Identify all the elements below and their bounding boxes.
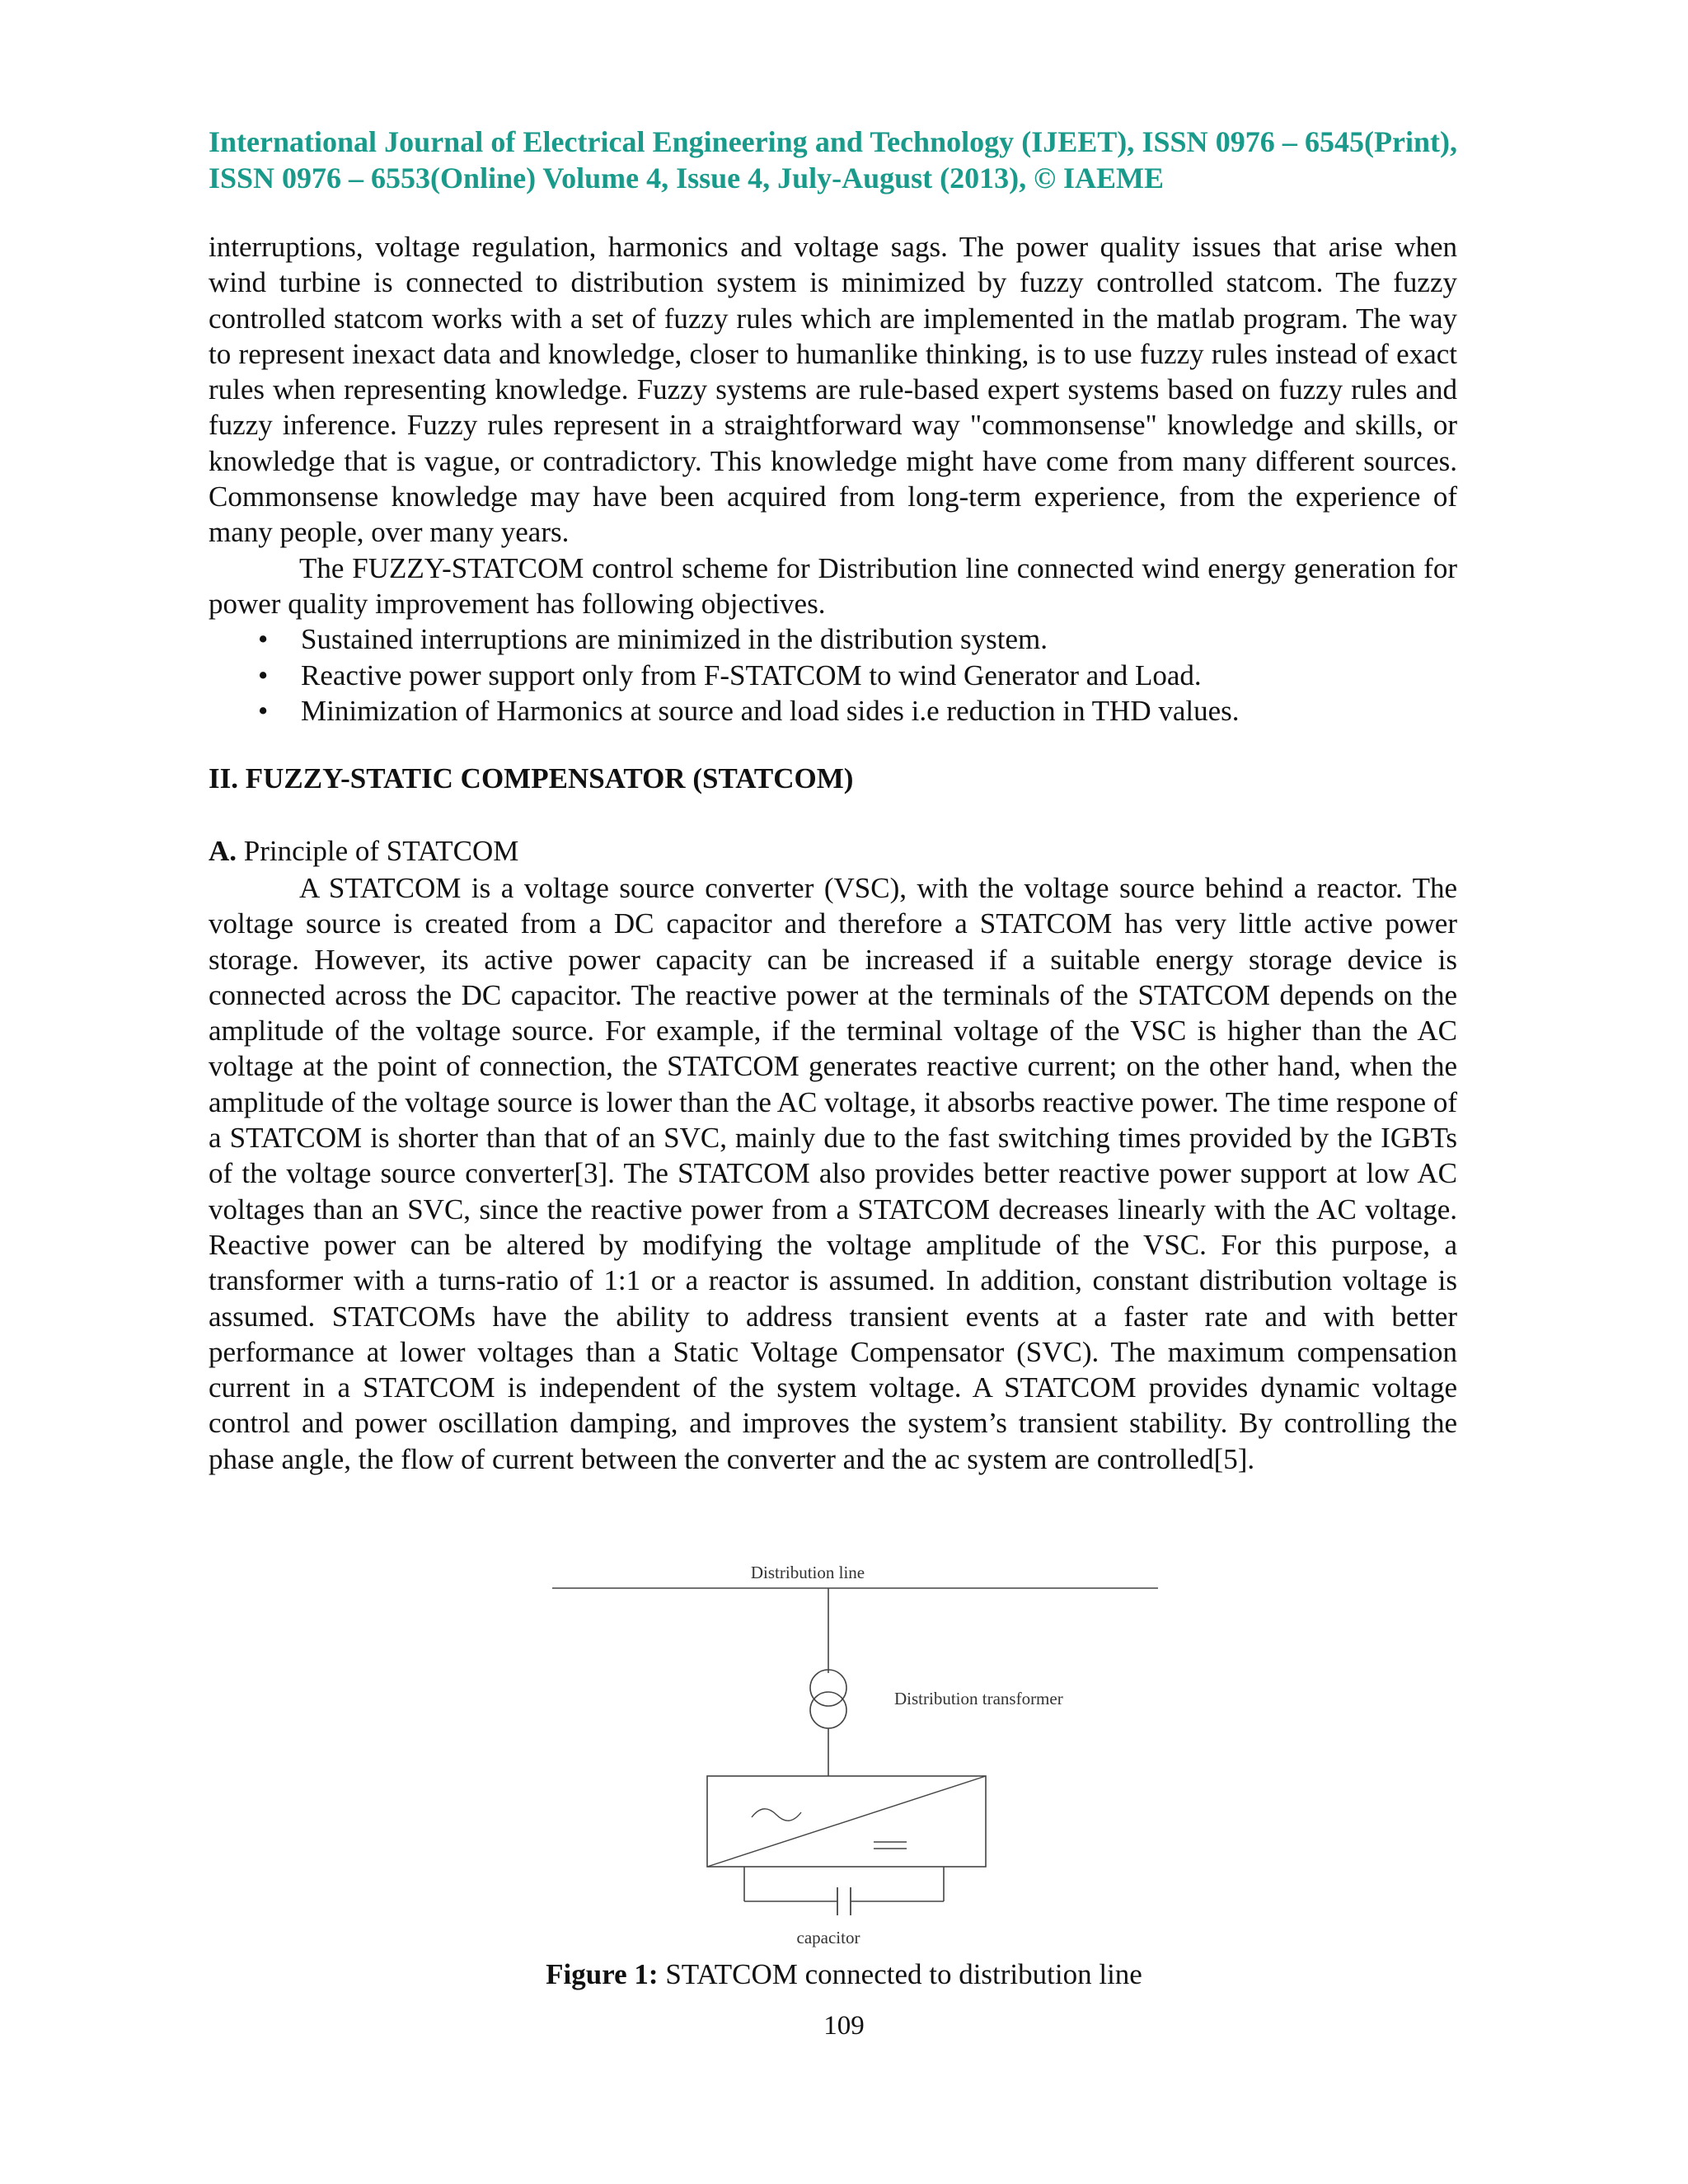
bullet-icon: •	[258, 658, 269, 691]
intro-paragraph-2: The FUZZY-STATCOM control scheme for Distribution line connected wind energy generation for power quality improvement has following objectives.	[209, 551, 1457, 620]
list-item	[209, 693, 1457, 729]
intro-block	[209, 229, 1457, 729]
converter-diagonal	[707, 1776, 986, 1867]
capacitor-label: capacitor	[796, 1928, 860, 1947]
journal-header: International Journal of Electrical Engineering and Technology (IJEET), ISSN 0976 – 6545(Print), ISSN 0976 – 6553(Online) Volume 4, Issue 4, July-August (2013), © IAEME	[209, 125, 1457, 194]
figure-statcom-diagram	[544, 1558, 1170, 1953]
caption-text: STATCOM connected to distribution line	[658, 1958, 1142, 1990]
page-number: 109	[823, 2011, 865, 2041]
bullet-icon: •	[258, 694, 269, 727]
section-heading: II. FUZZY-STATIC COMPENSATOR (STATCOM)	[209, 762, 854, 794]
subsection-title: Principle of STATCOM	[237, 835, 519, 867]
list-item-text: Minimization of Harmonics at source and load sides i.e reduction in THD values.	[301, 694, 1240, 727]
transformer-coil-lower-icon	[810, 1692, 846, 1728]
statcom-paragraph: A STATCOM is a voltage source converter (VSC), with the voltage source behind a reactor. The voltage source is created from a DC capacitor and therefore a STATCOM has very little active power storage. However, its active power capacity can be increased if a suitable energy storage device is connected across the DC capacitor. The reactive power at the terminals of the STATCOM depends on the amplitude of the voltage source. For example, if the terminal voltage of the VSC is higher than the AC voltage at the point of connection, the STATCOM generates reactive current; on the other hand, when the amplitude of the voltage source is lower than the AC voltage, it absorbs reactive power. The time respone of a STATCOM is shorter than that of an SVC, mainly due to the fast switching times provided by the IGBTs of the voltage source converter[3]. The STATCOM also provides better reactive power support at low AC voltages than an SVC, since the reactive power from a STATCOM decreases linearly with the AC voltage. Reactive power can be altered by modifying the voltage amplitude of the VSC. For this purpose, a transformer with a turns-ratio of 1:1 or a reactor is assumed. In addition, constant distribution voltage is assumed. STATCOMs have the ability to address transient events at a faster rate and with better performance at lower voltages than a Static Voltage Compensator (SVC). The maximum compensation current in a STATCOM is independent of the system voltage. A STATCOM provides dynamic voltage control and power oscillation damping, and improves the system’s transient stability. By controlling the phase angle, the flow of current between the converter and the ac system are controlled[5].	[209, 872, 1457, 1475]
ac-symbol-icon	[752, 1809, 801, 1821]
subsection-heading	[209, 835, 518, 868]
statcom-principle-block	[209, 870, 1457, 1477]
transformer-label: Distribution transformer	[894, 1689, 1063, 1708]
figure-caption	[0, 1958, 1688, 1991]
subsection-letter: A.	[209, 835, 237, 867]
intro-paragraph-1: interruptions, voltage regulation, harmonics and voltage sags. The power quality issues that arise when wind turbine is connected to distribution system is minimized by fuzzy controlled statcom. The fuzzy controlled statcom works with a set of fuzzy rules which are implemented in the matlab program. The way to represent inexact data and knowledge, closer to humanlike thinking, is to use fuzzy rules instead of exact rules when representing knowledge. Fuzzy systems are rule-based expert systems based on fuzzy rules and fuzzy inference. Fuzzy rules represent in a straightforward way "commonsense" knowledge and skills, or knowledge that is vague, or contradictory. This knowledge might have come from many different sources. Commonsense knowledge may have been acquired from long-term experience, from the experience of many people, over many years.	[209, 231, 1457, 549]
bullet-icon: •	[258, 623, 269, 656]
caption-label: Figure 1:	[546, 1958, 659, 1990]
transformer-coil-upper-icon	[810, 1670, 846, 1706]
list-item-text: Sustained interruptions are minimized in the distribution system.	[301, 623, 1048, 656]
list-item	[209, 621, 1457, 657]
list-item	[209, 658, 1457, 693]
list-item-text: Reactive power support only from F-STATCOM to wind Generator and Load.	[301, 658, 1202, 691]
objectives-list	[209, 621, 1457, 729]
distribution-line-label: Distribution line	[750, 1563, 865, 1582]
statcom-diagram	[544, 1558, 1170, 1953]
